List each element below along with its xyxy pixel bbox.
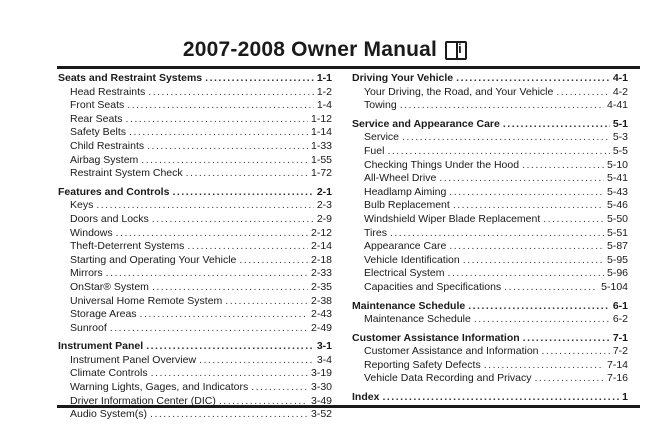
toc-entry-page: 1-1 [316,72,332,84]
toc-entry-label: Towing [364,99,397,112]
toc-subsection-entry[interactable] [58,367,332,381]
toc-entry-label: Driver Information Center (DIC) [70,394,216,407]
toc-entry-label: Service [364,131,400,144]
leader-dots [110,322,308,336]
leader-dots [456,72,610,86]
toc-subsection-entry[interactable] [58,308,332,322]
leader-dots [251,381,308,395]
toc-entry-label: Driving Your Vehicle [352,72,454,84]
toc-entry-page: 2-1 [316,185,332,198]
toc-subsection-entry[interactable] [58,199,332,213]
leader-dots [523,332,610,346]
toc-entry-label: Climate Controls [70,367,148,380]
toc-subsection-entry[interactable] [352,281,628,295]
toc-entry-label: OnStar® System [70,280,149,293]
toc-entry-page: 1-2 [316,85,332,98]
toc-entry-label: Restraint System Check [70,167,183,180]
toc-subsection-entry[interactable] [58,295,332,309]
toc-entry-label: Service and Appearance Care [352,117,500,130]
toc-entry-label: Theft-Deterrent Systems [70,240,185,253]
toc-entry-label: Maintenance Schedule [352,299,466,312]
leader-dots [504,281,598,295]
toc-subsection-entry[interactable] [58,240,332,254]
leader-dots [151,367,308,381]
toc-subsection-entry[interactable] [58,213,332,227]
leader-dots [150,408,308,422]
toc-entry-label: Storage Areas [70,308,137,321]
toc-section-entry[interactable] [352,118,628,132]
leader-dots [448,267,604,281]
toc-entry-label: Customer Assistance and Information [364,345,539,358]
toc-subsection-entry[interactable] [58,86,332,100]
toc-entry-label: Mirrors [70,267,103,280]
toc-entry-label: Universal Home Remote System [70,294,223,307]
toc-entry-page: 5-1 [612,117,628,130]
toc-subsection-entry[interactable] [352,199,628,213]
toc-subsection-entry[interactable] [58,408,332,422]
toc-entry-page: 1-55 [310,153,332,166]
toc-entry-label: Doors and Locks [70,212,149,225]
toc-entry-page: 7-14 [606,358,628,371]
toc-entry-page: 7-2 [612,345,628,358]
toc-entry-label: Index [352,391,380,404]
toc-entry-page: 2-14 [310,240,332,253]
toc-entry-page: 5-46 [606,199,628,212]
toc-subsection-entry[interactable] [58,381,332,395]
toc-entry-label: Instrument Panel [58,340,144,353]
toc-subsection-entry[interactable] [58,167,332,181]
toc-entry-page: 5-104 [601,280,628,293]
toc-entry-page: 6-1 [612,299,628,312]
leader-dots [556,86,609,100]
toc-subsection-entry[interactable] [352,145,628,159]
toc-subsection-entry[interactable] [352,345,628,359]
toc-subsection-entry[interactable] [58,126,332,140]
leader-dots [106,267,308,281]
toc-subsection-entry[interactable] [352,186,628,200]
toc-entry-page: 1-33 [310,139,332,152]
toc-entry-label: Warning Lights, Gages, and Indicators [70,381,249,394]
title-text: 2007-2008 Owner Manual [182,38,438,61]
toc-entry-label: Maintenance Schedule [364,313,471,326]
toc-entry-page: 2-38 [310,294,332,307]
top-rule [57,66,640,69]
toc-entry-page: 7-16 [606,372,628,385]
toc-subsection-entry[interactable] [58,154,332,168]
toc-entry-page: 1-14 [310,126,332,139]
toc-entry-label: Airbag System [70,153,139,166]
leader-dots [147,140,308,154]
toc-subsection-entry[interactable] [352,159,628,173]
toc-entry-page: 5-87 [606,240,628,253]
toc-entry-page: 2-35 [310,280,332,293]
toc-entry-page: 1-4 [316,99,332,112]
leader-dots [96,199,313,213]
leader-dots [390,227,604,241]
toc-subsection-entry[interactable] [352,99,628,113]
toc-subsection-entry[interactable] [58,99,332,113]
toc-entry-label: Head Restraints [70,85,146,98]
toc-entry-page: 5-10 [606,158,628,171]
leader-dots [542,345,610,359]
toc-entry-label: Windows [70,226,113,239]
toc-entry-label: Front Seats [70,99,125,112]
toc-entry-page: 2-3 [316,199,332,212]
toc-entry-page: 4-1 [612,72,628,84]
toc-entry-label: Your Driving, the Road, and Your Vehicle [364,85,554,98]
toc-section-entry[interactable] [352,72,628,86]
toc-subsection-entry[interactable] [352,213,628,227]
toc-entry-page: 2-18 [310,253,332,266]
leader-dots [543,213,604,227]
toc-entry-page: 5-50 [606,212,628,225]
leader-dots [522,159,604,173]
leader-dots [152,213,314,227]
toc-subsection-entry[interactable] [352,359,628,373]
toc-subsection-entry[interactable] [352,372,628,386]
toc-entry-label: Seats and Restraint Systems [58,72,203,84]
toc-entry-page: 2-43 [310,308,332,321]
toc-section-entry[interactable] [352,300,628,314]
toc-subsection-entry[interactable] [58,354,332,368]
toc-entry-label: All-Wheel Drive [364,172,437,185]
toc-subsection-entry[interactable] [58,254,332,268]
leader-dots [148,86,314,100]
toc-entry-page: 5-95 [606,253,628,266]
toc-entry-label: Windshield Wiper Blade Replacement [364,212,541,225]
leader-dots [205,72,314,86]
toc-entry-page: 1 [622,391,628,404]
leader-dots [449,186,604,200]
toc-entry-label: Bulb Replacement [364,199,450,212]
toc-entry-page: 5-51 [606,226,628,239]
leader-dots [116,227,308,241]
leader-dots [400,99,604,113]
toc-entry-label: Rear Seats [70,112,123,125]
toc-subsection-entry[interactable] [352,227,628,241]
toc-left-column [58,72,332,422]
leader-dots [126,113,308,127]
toc-subsection-entry[interactable] [352,240,628,254]
toc-entry-page: 5-41 [606,172,628,185]
toc-entry-page: 5-3 [612,131,628,144]
bottom-rule [57,405,640,408]
toc-entry-label: Appearance Care [364,240,447,253]
toc-entry-label: Safety Belts [70,126,127,139]
toc-entry-label: Instrument Panel Overview [70,353,197,366]
leader-dots [152,281,308,295]
toc-subsection-entry[interactable] [352,267,628,281]
toc-entry-page: 3-4 [316,353,332,366]
toc-entry-label: Sunroof [70,321,107,334]
leader-dots [474,313,610,327]
toc-subsection-entry[interactable] [58,322,332,336]
leader-dots [129,126,308,140]
toc-entry-page: 3-19 [310,367,332,380]
toc-entry-page: 3-30 [310,381,332,394]
toc-entry-page: 6-2 [612,313,628,326]
toc-entry-label: Vehicle Data Recording and Privacy [364,372,532,385]
leader-dots [503,118,610,132]
toc-entry-page: 4-41 [606,99,628,112]
toc-subsection-entry[interactable] [352,86,628,100]
page-title [183,38,467,62]
toc-entry-label: Reporting Safety Defects [364,358,481,371]
toc-subsection-entry[interactable] [352,172,628,186]
header [0,38,650,62]
toc-right-column [352,72,628,405]
leader-dots [187,240,308,254]
toc-entry-label: Audio System(s) [70,408,148,421]
toc-subsection-entry[interactable] [58,140,332,154]
toc-entry-label: Checking Things Under the Hood [364,158,520,171]
leader-dots [463,254,604,268]
toc-entry-label: Child Restraints [70,139,145,152]
leader-dots [146,340,314,354]
leader-dots [239,254,308,268]
leader-dots [382,391,619,405]
toc-entry-label: Features and Controls [58,185,170,198]
toc-section-entry[interactable] [352,332,628,346]
leader-dots [453,199,604,213]
leader-dots [225,295,308,309]
leader-dots [439,172,604,186]
toc-entry-label: Starting and Operating Your Vehicle [70,253,237,266]
toc-entry-label: Vehicle Identification [364,253,460,266]
toc-entry-page: 4-2 [612,85,628,98]
toc-entry-label: Customer Assistance Information [352,331,520,344]
toc-entry-page: 5-5 [612,144,628,157]
leader-dots [186,167,308,181]
toc-entry-page: 2-33 [310,267,332,280]
leader-dots [140,308,308,322]
toc-subsection-entry[interactable] [352,131,628,145]
toc-subsection-entry[interactable] [352,254,628,268]
leader-dots [141,154,308,168]
toc-entry-page: 3-49 [310,394,332,407]
toc-section-entry[interactable] [58,72,332,86]
toc-entry-page: 1-72 [310,167,332,180]
toc-entry-label: Capacities and Specifications [364,280,502,293]
toc-entry-label: Fuel [364,144,385,157]
toc-entry-page: 5-96 [606,267,628,280]
leader-dots [402,131,610,145]
toc-subsection-entry[interactable] [58,227,332,241]
toc-entry-page: 2-9 [316,212,332,225]
toc-section-entry[interactable] [58,340,332,354]
toc-entry-page: 2-12 [310,226,332,239]
leader-dots [172,186,313,200]
leader-dots [199,354,314,368]
toc-subsection-entry[interactable] [58,267,332,281]
leader-dots [484,359,604,373]
toc-entry-label: Headlamp Aiming [364,185,447,198]
leader-dots [127,99,314,113]
toc-entry-page: 1-12 [310,112,332,125]
toc-entry-label: Electrical System [364,267,445,280]
toc-subsection-entry[interactable] [352,313,628,327]
leader-dots [387,145,609,159]
toc-section-entry[interactable] [58,186,332,200]
toc-entry-label: Tires [364,226,387,239]
toc-entry-page: 7-1 [612,331,628,344]
toc-entry-label: Keys [70,199,94,212]
toc-subsection-entry[interactable] [58,113,332,127]
toc-section-entry[interactable] [352,391,628,405]
leader-dots [535,372,604,386]
toc-subsection-entry[interactable] [58,281,332,295]
book-icon [445,41,467,60]
toc-entry-page: 3-52 [310,408,332,421]
toc-entry-page: 5-43 [606,185,628,198]
leader-dots [468,300,610,314]
toc-entry-page: 2-49 [310,321,332,334]
leader-dots [449,240,604,254]
toc-entry-page: 3-1 [316,340,332,353]
